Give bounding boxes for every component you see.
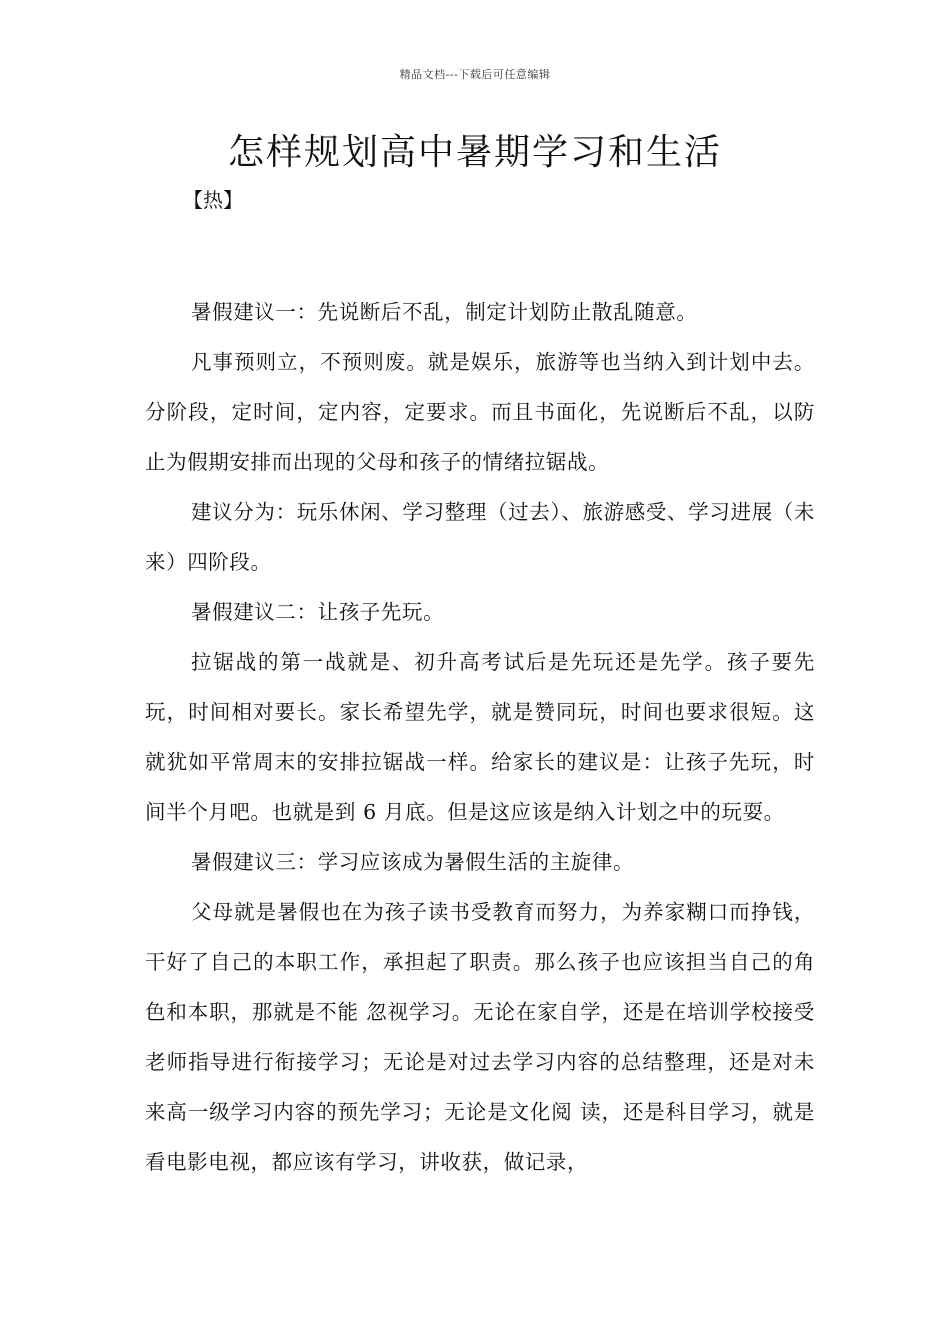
- paragraph-suggestion-3-heading: 暑假建议三：学习应该成为暑假生活的主旋律。: [191, 850, 635, 874]
- page-title: 怎样规划高中暑期学习和生活: [227, 132, 722, 173]
- paragraph: 凡事预则立，不预则废。就是娱乐，旅游等也当纳入到计划中去。分阶段，定时间，定内容，定要求。而且书面化，先说断后不乱，以防止为假期安排而出现的父母和孩子的情绪拉锯战。: [145, 350, 815, 474]
- paragraph-suggestion-2-heading: 暑假建议二：让孩子先玩。: [191, 600, 445, 624]
- paragraph: 父母就是暑假也在为孩子读书受教育而努力，为养家糊口而挣钱，干好了自己的本职工作，承担起了职责。那么孩子也应该担当自己的角色和本职，那就是不能 忽视学习。无论在家自学，还是在培训学校接受老师指导进行衔接学习；无论是对过去学习内容的总结整理，还是对未来高一级学习内容的预先学习；无论是文化阅 读，还是科目学习，就是看电影电视，都应该有学习，讲收获，做记录，: [145, 900, 815, 1174]
- paragraph: 建议分为：玩乐休闲、学习整理（过去）、旅游感受、学习进展（未来）四阶段。: [145, 500, 815, 574]
- paragraph: 拉锯战的第一战就是、初升高考试后是先玩还是先学。孩子要先玩，时间相对要长。家长希望先学，就是赞同玩，时间也要求很短。这就犹如平常周末的安排拉锯战一样。给家长的建议是：让孩子先玩，时间半个月吧。也就是到 6 月底。但是这应该是纳入计划之中的玩耍。: [145, 650, 815, 824]
- hot-tag: 【热】: [183, 188, 243, 212]
- article-body: [145, 287, 815, 1187]
- header-note: 精品文档---下载后可任意编辑: [399, 68, 551, 81]
- paragraph-suggestion-1-heading: 暑假建议一：先说断后不乱，制定计划防止散乱随意。: [191, 300, 698, 324]
